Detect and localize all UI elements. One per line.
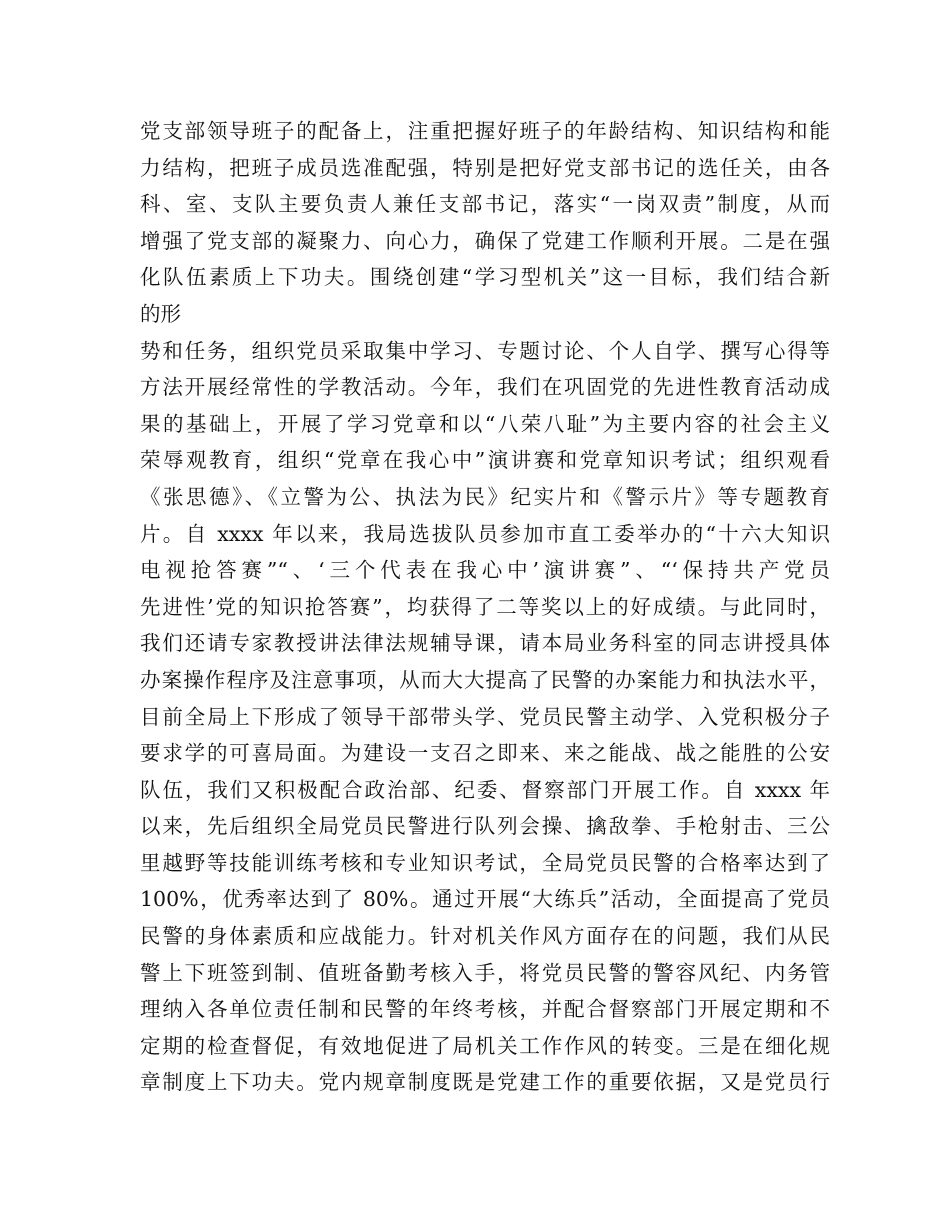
text-line: 民警的身体素质和应战能力。针对机关作风方面存在的问题，我们从民: [140, 924, 830, 949]
text-line: 荣辱观教育，组织“党章在我心中”演讲赛和党章知识考试；组织观看: [140, 448, 830, 473]
text-line: 里越野等技能训练考核和专业知识考试，全局党员民警的合格率达到了: [140, 850, 830, 875]
text-line: 先进性’党的知识抢答赛”，均获得了二等奖以上的好成绩。与此同时，: [140, 594, 830, 619]
text-line: 100%，优秀率达到了 80%。通过开展“大练兵”活动，全面提高了党员: [140, 887, 830, 912]
text-line: 党支部领导班子的配备上，注重把握好班子的年龄结构、知识结构和能: [140, 119, 830, 143]
text-line: 力结构，把班子成员选准配强，特别是把好党支部书记的选任关，由各: [140, 155, 830, 180]
text-line: 电视抢答赛”“、‘三个代表在我心中’演讲赛”、“‘保持共产党员: [140, 558, 830, 583]
text-line: 以来，先后组织全局党员民警进行队列会操、擒敌拳、手枪射击、三公: [140, 814, 830, 839]
text-line: 《张思德》、《立警为公、执法为民》纪实片和《警示片》等专题教育: [140, 484, 830, 509]
text-line: 理纳入各单位责任制和民警的年终考核，并配合督察部门开展定期和不: [140, 997, 830, 1022]
text-line: 片。自 xxxx 年以来，我局选拔队员参加市直工委举办的“十六大知识: [140, 521, 830, 546]
body-text: [140, 113, 830, 1101]
text-line: 方法开展经常性的学教活动。今年，我们在巩固党的先进性教育活动成: [140, 375, 830, 400]
text-line: 的形: [140, 301, 181, 326]
text-line: 章制度上下功夫。党内规章制度既是党建工作的重要依据，又是党员行: [140, 1070, 830, 1095]
text-line: 科、室、支队主要负责人兼任支部书记，落实“一岗双责”制度，从而: [140, 192, 830, 217]
text-line: 目前全局上下形成了领导干部带头学、党员民警主动学、入党积极分子: [140, 704, 830, 729]
text-line: 队伍，我们又积极配合政治部、纪委、督察部门开展工作。自 xxxx 年: [140, 777, 830, 802]
text-line: 化队伍素质上下功夫。围绕创建“学习型机关”这一目标，我们结合新: [140, 265, 830, 290]
text-line: 我们还请专家教授讲法律法规辅导课，请本局业务科室的同志讲授具体: [140, 631, 830, 656]
text-line: 势和任务，组织党员采取集中学习、专题讨论、个人自学、撰写心得等: [140, 338, 830, 363]
text-line: 办案操作程序及注意事项，从而大大提高了民警的办案能力和执法水平，: [140, 667, 830, 692]
text-line: 增强了党支部的凝聚力、向心力，确保了党建工作顺利开展。二是在强: [140, 228, 830, 253]
text-line: 警上下班签到制、值班备勤考核入手，将党员民警的警容风纪、内务管: [140, 960, 830, 985]
text-line: 定期的检查督促，有效地促进了局机关工作作风的转变。三是在细化规: [140, 1033, 830, 1058]
text-line: 果的基础上，开展了学习党章和以“八荣八耻”为主要内容的社会主义: [140, 411, 830, 436]
text-line: 要求学的可喜局面。为建设一支召之即来、来之能战、战之能胜的公安: [140, 741, 830, 766]
